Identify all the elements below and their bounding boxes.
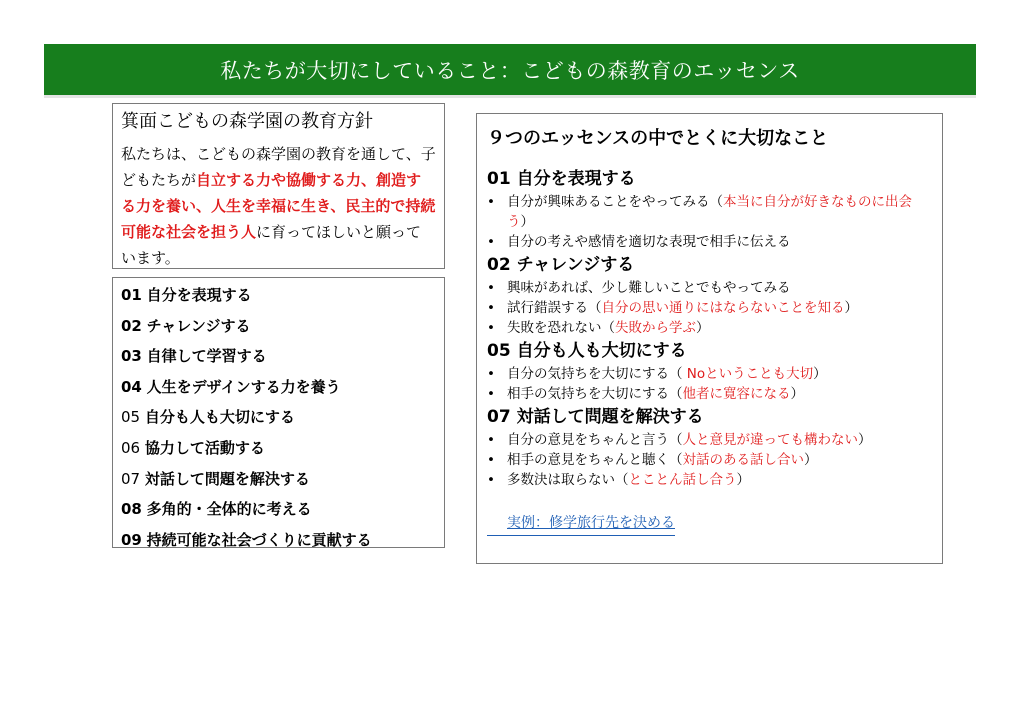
list-item-label: 持続可能な社会づくりに貢献する bbox=[146, 530, 372, 549]
bullet-item bbox=[487, 278, 932, 298]
bullet-highlight: 自分の思い通りにはならないことを知る bbox=[601, 300, 845, 316]
bullet-highlight: 人と意見が違っても構わない bbox=[682, 432, 858, 448]
bullet-highlight: Noということも大切 bbox=[682, 366, 814, 382]
bullet-main: 試行錯誤する（ bbox=[507, 300, 602, 316]
bullet-dot: • bbox=[487, 280, 495, 296]
bullet-text bbox=[507, 318, 932, 338]
list-item bbox=[121, 402, 436, 433]
bullet-main: 相手の意見をちゃんと聴く（ bbox=[507, 452, 683, 468]
bullet-tail: ） bbox=[696, 320, 710, 336]
section-heading: 05 自分も人も大切にする bbox=[487, 341, 687, 361]
bullet-highlight: 失敗から学ぶ bbox=[615, 320, 696, 336]
bullet-highlight: 本当に自分が好きなものに出会う bbox=[507, 194, 912, 230]
essence-list bbox=[121, 280, 436, 555]
bullet-text bbox=[507, 384, 932, 404]
bullet-item bbox=[487, 364, 932, 384]
list-item-number: 07 bbox=[121, 469, 141, 488]
policy-highlight: 自立する力や協働する力、創造する力を養い、人生を幸福に生き、民主的で持続可能な社会を担う人 bbox=[121, 171, 436, 241]
bullet-item bbox=[487, 430, 932, 450]
bullet-item bbox=[487, 384, 932, 404]
section-heading: 01 自分を表現する bbox=[487, 169, 636, 189]
list-item-label: 多角的・全体的に考える bbox=[146, 500, 312, 519]
list-item bbox=[121, 464, 436, 495]
section-heading: 02 チャレンジする bbox=[487, 255, 635, 275]
bullet-text bbox=[507, 470, 932, 490]
section-heading: 07 対話して問題を解決する bbox=[487, 407, 704, 427]
page-title: 私たちが大切にしていること：こどもの森教育のエッセンス bbox=[220, 58, 800, 83]
bullet-main: 自分が興味あることをやってみる（ bbox=[507, 194, 723, 210]
policy-box bbox=[112, 103, 445, 269]
bullet-item bbox=[487, 450, 932, 470]
page-header bbox=[44, 44, 976, 95]
bullet-item bbox=[487, 192, 932, 232]
list-item bbox=[121, 341, 436, 372]
list-item-label: 自分を表現する bbox=[146, 286, 252, 304]
list-item bbox=[121, 525, 436, 556]
bullet-text bbox=[507, 450, 932, 470]
essence-title: ９つのエッセンスの中でとくに大切なこと bbox=[487, 128, 829, 149]
list-item-number: 06 bbox=[121, 438, 141, 457]
bullet-text bbox=[507, 364, 932, 384]
bullet-dot: • bbox=[487, 432, 495, 448]
list-item-label: 自律して学習する bbox=[146, 347, 267, 366]
bullet-dot: • bbox=[487, 386, 495, 402]
bullet-dot: • bbox=[487, 366, 495, 382]
bullet-item bbox=[487, 298, 932, 318]
bullet-highlight: 他者に寛容になる bbox=[682, 386, 791, 402]
list-item-number: 08 bbox=[121, 500, 142, 519]
example-link[interactable]: 実例：修学旅行先を決める bbox=[487, 512, 675, 536]
bullet-text bbox=[507, 232, 932, 252]
bullet-dot: • bbox=[487, 194, 495, 210]
list-item bbox=[121, 433, 436, 464]
list-item-number: 09 bbox=[121, 530, 142, 549]
bullet-tail: ） bbox=[813, 366, 827, 382]
list-item-label: 対話して問題を解決する bbox=[144, 469, 310, 488]
policy-title: 箕面こどもの森学園の教育方針 bbox=[121, 111, 373, 132]
list-item-label: チャレンジする bbox=[146, 316, 251, 335]
list-item-number: 02 bbox=[121, 316, 142, 335]
bullet-main: 相手の気持ちを大切にする（ bbox=[507, 386, 683, 402]
bullet-item bbox=[487, 470, 932, 490]
list-item-number: 01 bbox=[121, 286, 142, 304]
bullet-text bbox=[507, 298, 932, 318]
list-item-number: 03 bbox=[121, 347, 142, 366]
bullet-dot: • bbox=[487, 452, 495, 468]
list-item bbox=[121, 280, 436, 311]
bullet-item bbox=[487, 318, 932, 338]
list-item-number: 05 bbox=[121, 408, 141, 427]
bullet-main: 自分の考えや感情を適切な表現で相手に伝える bbox=[507, 234, 791, 250]
bullet-text bbox=[507, 192, 932, 232]
list-item-number: 04 bbox=[121, 377, 142, 396]
bullet-tail: ） bbox=[804, 452, 818, 468]
bullet-tail: ） bbox=[790, 386, 804, 402]
policy-text: 私たちは、こどもの森学園の教育を通して、子どもたちが bbox=[121, 145, 436, 189]
essence-sections bbox=[487, 166, 932, 490]
policy-body bbox=[121, 141, 436, 271]
bullet-highlight: とことん話し合う bbox=[628, 472, 737, 488]
list-item bbox=[121, 494, 436, 525]
bullet-main: 多数決は取らない（ bbox=[507, 472, 629, 488]
list-item-label: 人生をデザインする力を養う bbox=[146, 377, 341, 396]
bullet-main: 失敗を恐れない（ bbox=[507, 320, 615, 336]
bullet-highlight: 対話のある話し合い bbox=[682, 452, 804, 468]
list-item bbox=[121, 311, 436, 342]
bullet-tail: ） bbox=[844, 300, 858, 316]
policy-text-end: に育ってほしいと願っています。 bbox=[121, 223, 422, 267]
bullet-item bbox=[487, 232, 932, 252]
bullet-dot: • bbox=[487, 472, 495, 488]
bullet-dot: • bbox=[487, 300, 495, 316]
bullet-main: 自分の意見をちゃんと言う（ bbox=[507, 432, 683, 448]
bullet-main: 自分の気持ちを大切にする（ bbox=[507, 366, 683, 382]
bullet-tail: ） bbox=[520, 214, 534, 230]
important-essence-box bbox=[476, 113, 943, 564]
bullet-tail: ） bbox=[736, 472, 750, 488]
essence-list-box bbox=[112, 277, 445, 548]
bullet-dot: • bbox=[487, 320, 495, 336]
bullet-main: 興味があれば、少し難しいことでもやってみる bbox=[507, 280, 791, 296]
header-divider bbox=[44, 95, 976, 98]
bullet-text bbox=[507, 278, 932, 298]
list-item-label: 自分も人も大切にする bbox=[144, 408, 295, 427]
bullet-dot: • bbox=[487, 234, 495, 250]
bullet-tail: ） bbox=[858, 432, 872, 448]
list-item bbox=[121, 372, 436, 403]
bullet-text bbox=[507, 430, 932, 450]
list-item-label: 協力して活動する bbox=[144, 438, 265, 457]
